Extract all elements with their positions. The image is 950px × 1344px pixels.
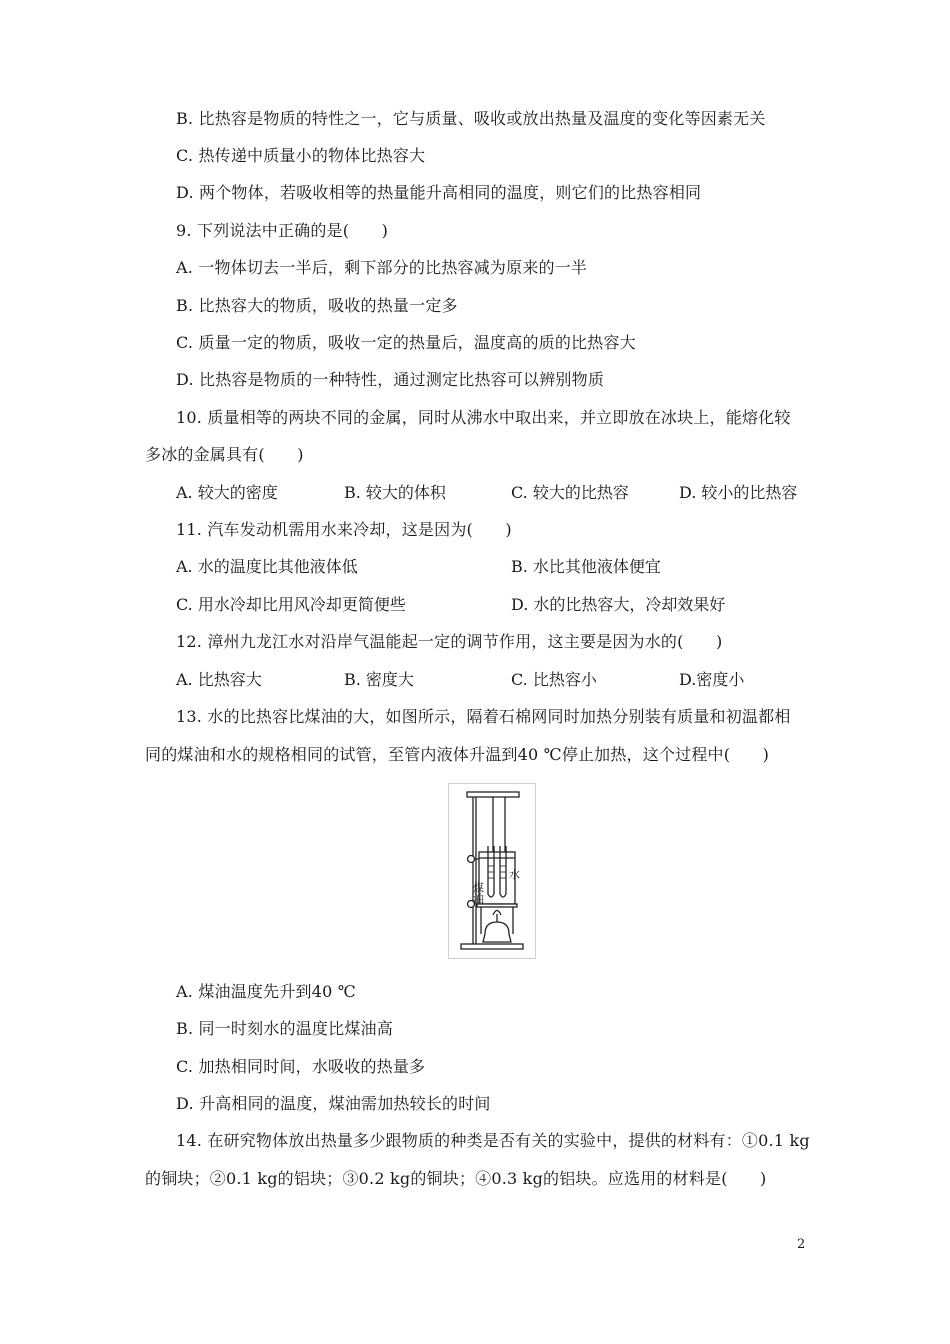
q8-option-d: D. 两个物体，若吸收相等的热量能升高相同的温度，则它们的比热容相同 [176, 183, 702, 202]
q9-option-b: B. 比热容大的物质，吸收的热量一定多 [176, 296, 458, 315]
apparatus-drawing [449, 784, 535, 958]
q12-stem: 12. 漳州九龙江水对沿岸气温能起一定的调节作用，这主要是因为水的( ) [176, 632, 723, 651]
q14-stem-line1: 14. 在研究物体放出热量多少跟物质的种类是否有关的实验中，提供的材料有：①0.1 kg [176, 1131, 810, 1150]
q14-stem-line2: 的铜块；②0.1 kg的铝块；③0.2 kg的铜块；④0.3 kg的铝块。应选用的材料是( ) [145, 1169, 767, 1188]
heating-apparatus-figure [448, 783, 536, 959]
q13-option-b: B. 同一时刻水的温度比煤油高 [176, 1019, 393, 1038]
q11-stem: 11. 汽车发动机需用水来冷却，这是因为( ) [176, 520, 512, 539]
q12-option-a: A. 比热容大 [176, 670, 262, 689]
q13-option-c: C. 加热相同时间，水吸收的热量多 [176, 1057, 426, 1076]
q12-option-b: B. 密度大 [344, 670, 414, 689]
q10-option-a: A. 较大的密度 [176, 483, 278, 502]
q10-option-b: B. 较大的体积 [344, 483, 446, 502]
q10-stem-line1: 10. 质量相等的两块不同的金属，同时从沸水中取出来，并立即放在冰块上，能熔化较 [176, 408, 791, 427]
q9-option-d: D. 比热容是物质的一种特性，通过测定比热容可以辨别物质 [176, 370, 605, 389]
q12-option-c: C. 比热容小 [511, 670, 597, 689]
q11-option-a: A. 水的温度比其他液体低 [176, 557, 358, 576]
kerosene-label: 煤油 [471, 882, 485, 904]
q10-option-c: C. 较大的比热容 [511, 483, 629, 502]
q13-option-d: D. 升高相同的温度，煤油需加热较长的时间 [176, 1094, 491, 1113]
q13-stem-line2: 同的煤油和水的规格相同的试管，至管内液体升温到40 ℃停止加热，这个过程中( ) [145, 745, 770, 764]
q10-stem-line2: 多冰的金属具有( ) [145, 445, 304, 464]
q9-option-a: A. 一物体切去一半后，剩下部分的比热容减为原来的一半 [176, 258, 588, 277]
q10-option-d: D. 较小的比热容 [679, 483, 798, 502]
q11-option-d: D. 水的比热容大，冷却效果好 [511, 595, 726, 614]
q8-option-c: C. 热传递中质量小的物体比热容大 [176, 146, 426, 165]
q9-stem: 9. 下列说法中正确的是( ) [176, 221, 389, 240]
q13-stem-line1: 13. 水的比热容比煤油的大，如图所示，隔着石棉网同时加热分别装有质量和初温都相 [176, 707, 791, 726]
q11-option-b: B. 水比其他液体便宜 [511, 557, 661, 576]
water-label: 水 [509, 868, 520, 881]
q12-option-d: D.密度小 [679, 670, 745, 689]
q13-option-a: A. 煤油温度先升到40 ℃ [176, 982, 356, 1001]
page-number: 2 [797, 1237, 806, 1252]
q9-option-c: C. 质量一定的物质，吸收一定的热量后，温度高的质的比热容大 [176, 333, 636, 352]
q8-option-b: B. 比热容是物质的特性之一，它与质量、吸收或放出热量及温度的变化等因素无关 [176, 109, 766, 128]
q11-option-c: C. 用水冷却比用风冷却更简便些 [176, 595, 406, 614]
